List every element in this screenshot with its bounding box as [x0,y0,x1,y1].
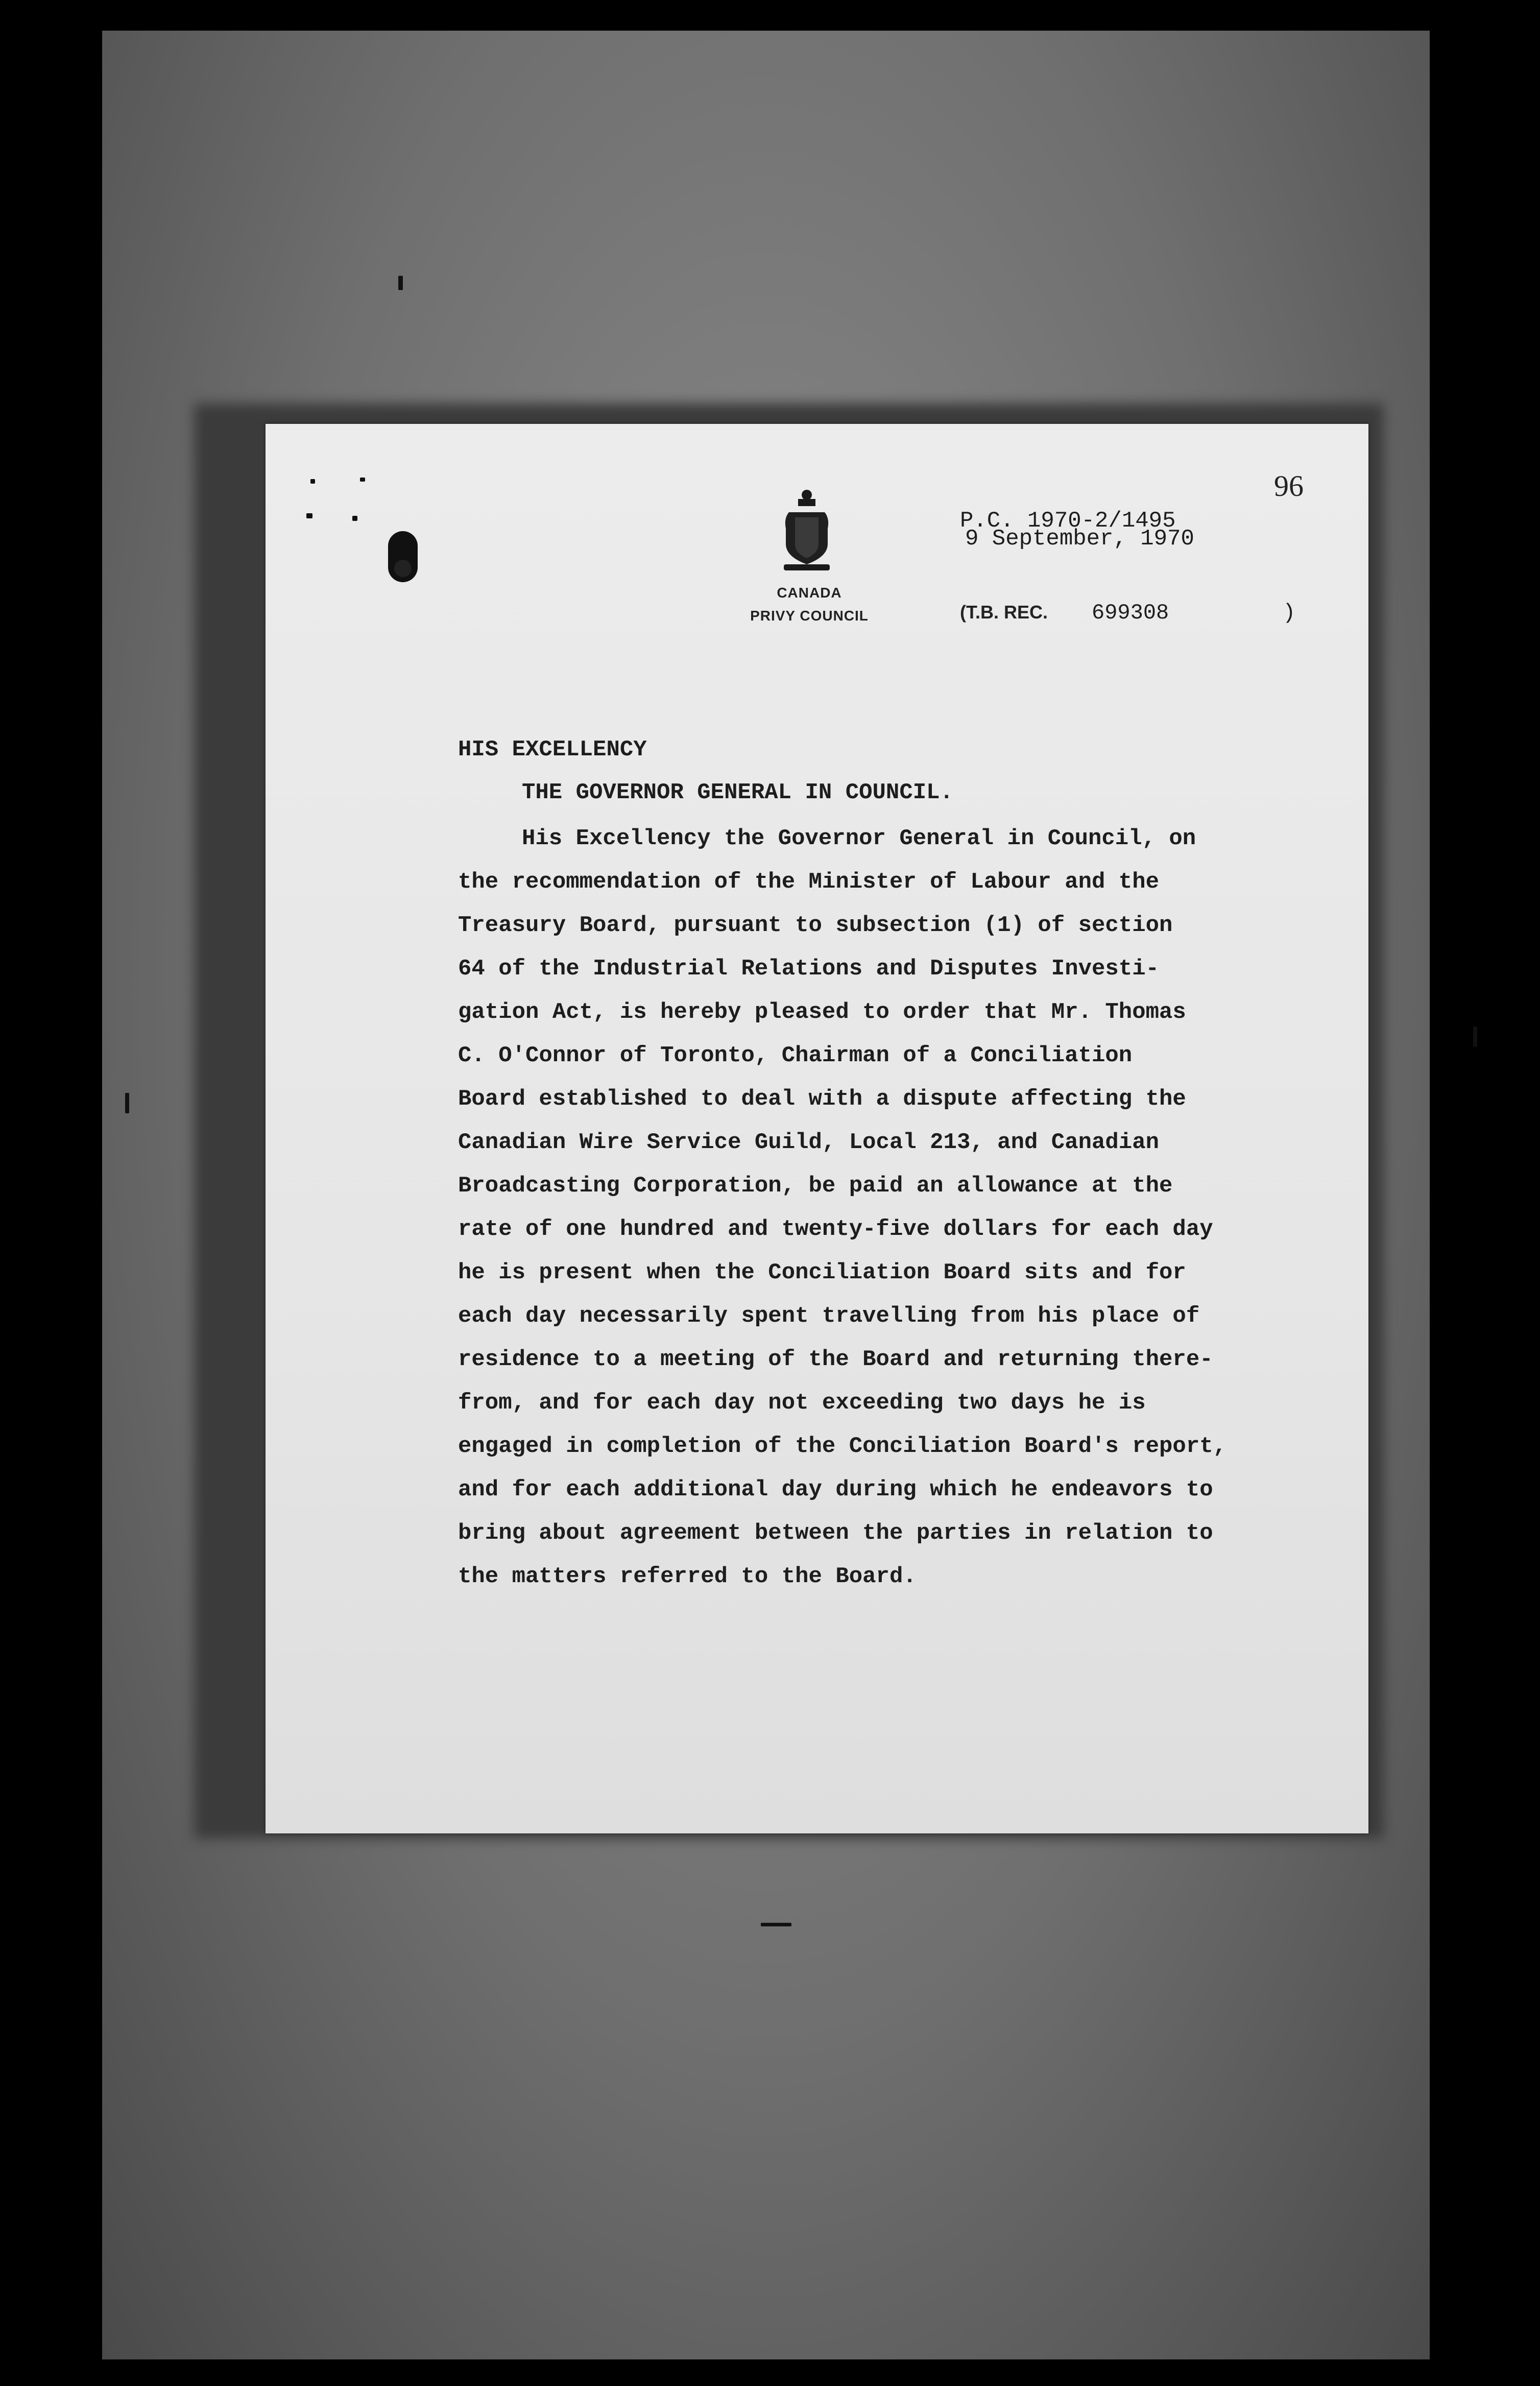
order-number: P.C. 1970-2/1495 [960,508,1176,534]
tb-rec-label: (T.B. REC. [960,602,1048,623]
body-line: Board established to deal with a dispute affecting the [458,1086,1186,1112]
page-number: 96 [1274,469,1304,503]
salutation-line-2: THE GOVERNOR GENERAL IN COUNCIL. [522,780,953,805]
order-body [458,817,1227,1598]
body-line: Broadcasting Corporation, be paid an allowance at the [458,1173,1173,1199]
salutation-line-1: HIS EXCELLENCY [458,737,647,762]
body-line: 64 of the Industrial Relations and Disputes Investi- [458,956,1160,982]
speck-mark [306,513,312,518]
order-date: 9 September, 1970 [965,526,1194,552]
body-line: the matters referred to the Board. [458,1564,917,1589]
body-line: and for each additional day during which he endeavors to [458,1477,1213,1502]
speck-mark [360,478,365,482]
body-line: residence to a meeting of the Board and returning there- [458,1347,1213,1372]
body-line: each day necessarily spent travelling from his place of [458,1303,1200,1329]
speck-mark [310,479,315,484]
body-line: engaged in completion of the Conciliation Board's report, [458,1434,1227,1459]
speck-mark [1473,1027,1477,1047]
speck-mark [352,516,357,521]
body-line: Treasury Board, pursuant to subsection (1) of section [458,913,1173,938]
body-line: His Excellency the Governor General in Council, on [522,826,1196,851]
body-line: from, and for each day not exceeding two days he is [458,1390,1146,1416]
letterhead-country: CANADA [777,585,842,601]
body-line: he is present when the Conciliation Board sits and for [458,1260,1186,1285]
body-line: rate of one hundred and twenty-five dollars for each day [458,1216,1213,1242]
tb-rec-number: 699308 [1092,601,1169,625]
body-line: bring about agreement between the parties in relation to [458,1520,1213,1546]
speck-mark [398,276,403,290]
body-line: Canadian Wire Service Guild, Local 213, and Canadian [458,1130,1160,1155]
punch-hole-icon [388,531,418,582]
coat-of-arms-icon [779,488,835,572]
speck-mark [125,1093,129,1113]
letterhead-office: PRIVY COUNCIL [750,608,869,624]
tb-rec-close: ) [1283,601,1296,625]
body-line: the recommendation of the Minister of Labour and the [458,869,1160,895]
body-line: C. O'Connor of Toronto, Chairman of a Conciliation [458,1043,1133,1068]
body-line: gation Act, is hereby pleased to order that Mr. Thomas [458,999,1186,1025]
speck-mark [761,1923,791,1926]
